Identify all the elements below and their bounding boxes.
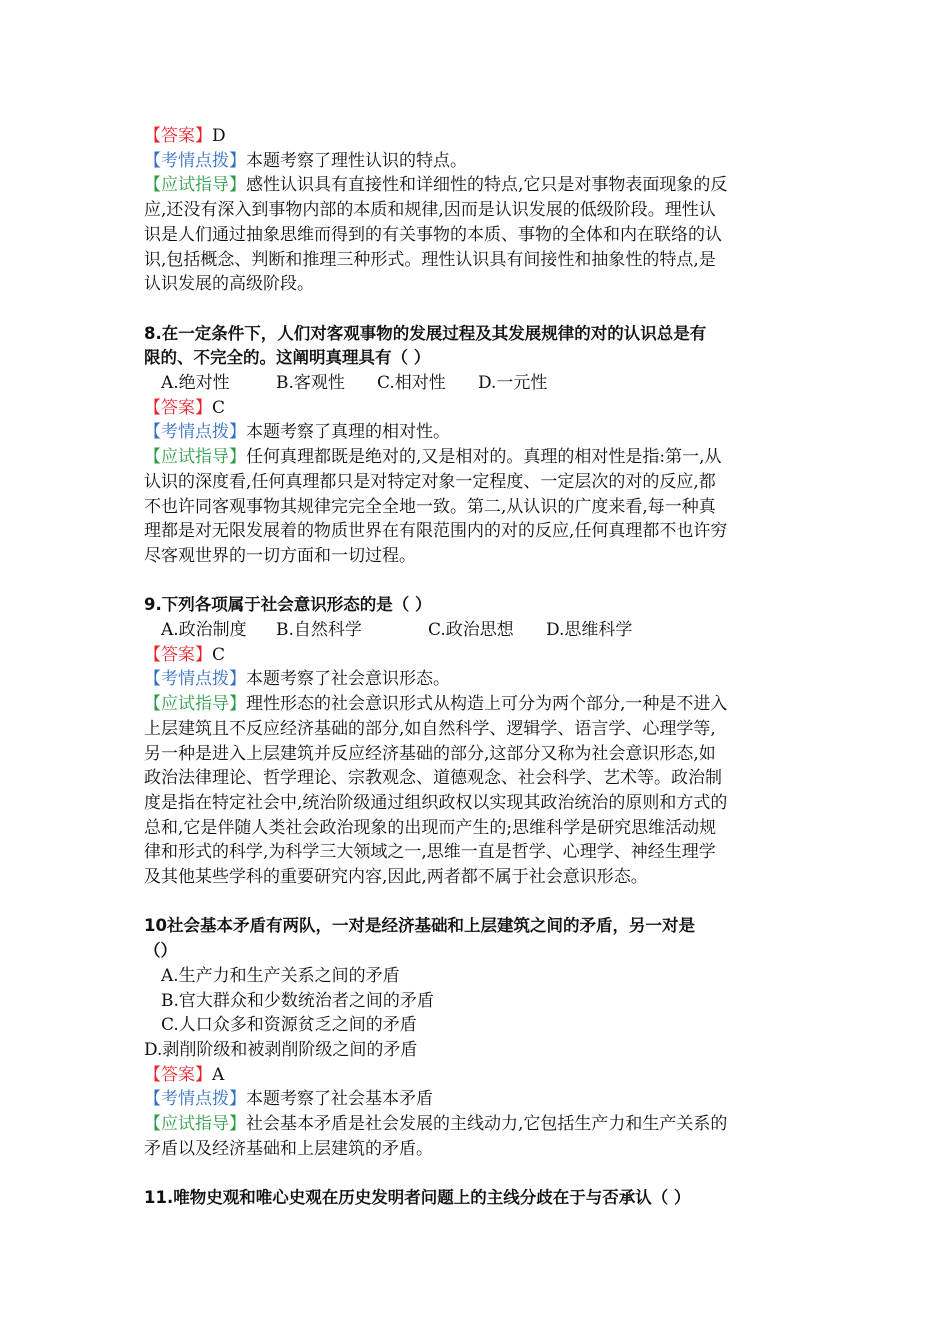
guide-line-q9-7: 及其他某些学科的重要研究内容,因此,两者都不属于社会意识形态。 xyxy=(144,867,648,888)
answer-value: D xyxy=(212,126,226,146)
question-q8-line-1: 限的、不完全的。这阐明真理具有（ ） xyxy=(144,348,431,368)
answer-tag: 【答案】 xyxy=(144,644,212,665)
point-text: 本题考察了社会意识形态。 xyxy=(246,669,450,690)
guide-line-q9-4: 度是指在特定社会中,统治阶级通过组织政权以实现其政治统治的原则和方式的 xyxy=(144,792,728,813)
guide-line-q9-0 xyxy=(144,692,809,717)
options-q8 xyxy=(144,371,809,396)
option-a: A.绝对性 xyxy=(161,373,230,394)
option-a: A.生产力和生产关系之间的矛盾 xyxy=(161,965,400,986)
point-line-q7 xyxy=(144,149,809,174)
guide-line-q9-2: 另一种是进入上层建筑并反应经济基础的部分,这部分又称为社会意识形态,如 xyxy=(144,743,716,764)
option-c: C.相对性 xyxy=(377,373,446,394)
guide-line-q8-1: 认识的深度看,任何真理都只是对特定对象一定程度、一定层次的对的反应,都 xyxy=(144,471,716,492)
guide-line-q8-4: 尽客观世界的一切方面和一切过程。 xyxy=(144,545,416,566)
option-b: B.自然科学 xyxy=(276,620,362,641)
point-text: 本题考察了社会基本矛盾 xyxy=(246,1089,433,1110)
guide-text: 社会基本矛盾是社会发展的主线动力,它包括生产力和生产关系的 xyxy=(246,1114,728,1135)
guide-line-q10-1: 矛盾以及经济基础和上层建筑的矛盾。 xyxy=(144,1138,433,1159)
answer-tag: 【答案】 xyxy=(144,126,212,146)
point-line-q10 xyxy=(144,1087,809,1112)
answer-line-q10 xyxy=(144,1063,809,1088)
option-c: C.政治思想 xyxy=(428,620,514,641)
guide-tag: 【应试指导】 xyxy=(144,1114,246,1135)
answer-line-q9 xyxy=(144,643,809,668)
question-q10-line-1: （） xyxy=(144,941,177,961)
spacer xyxy=(144,297,809,322)
guide-tag: 【应试指导】 xyxy=(144,694,246,715)
option-b: B.官大群众和少数统治者之间的矛盾 xyxy=(161,990,434,1011)
answer-tag: 【答案】 xyxy=(144,1064,212,1085)
option-b: B.客观性 xyxy=(276,373,345,394)
question-q11: 11.唯物史观和唯心史观在历史发明者问题上的主线分歧在于与否承认（ ） xyxy=(144,1188,691,1208)
guide-line-q9-5: 总和,它是伴随人类社会政治现象的出现而产生的;思维科学是研究思维活动规 xyxy=(144,817,717,838)
question-q9: 9.下列各项属于社会意识形态的是（ ） xyxy=(144,595,432,615)
point-text: 本题考察了理性认识的特点。 xyxy=(246,150,467,171)
guide-line-q9-1: 上层建筑且不反应经济基础的部分,如自然科学、逻辑学、语言学、心理学等, xyxy=(144,718,716,739)
option-a: A.政治制度 xyxy=(161,620,247,641)
guide-tag: 【应试指导】 xyxy=(144,175,246,196)
answer-line-q8 xyxy=(144,396,809,421)
option-c: C.人口众多和资源贫乏之间的矛盾 xyxy=(161,1015,417,1036)
spacer xyxy=(144,1161,809,1186)
guide-line-q7-4: 认识发展的高级阶段。 xyxy=(144,274,314,295)
answer-value: C xyxy=(212,644,226,665)
options-q9 xyxy=(144,618,809,643)
answer-value: A xyxy=(212,1064,225,1085)
guide-line-q8-2: 不也许同客观事物其规律完完全全地一致。第二,从认识的广度来看,每一种真 xyxy=(144,496,716,517)
option-d: D.一元性 xyxy=(478,373,548,394)
answer-tag: 【答案】 xyxy=(144,397,212,418)
guide-line-q8-3: 理都是对无限发展着的物质世界在有限范围内的对的反应,任何真理都不也许穷 xyxy=(144,521,728,542)
guide-text: 理性形态的社会意识形式从构造上可分为两个部分,一种是不进入 xyxy=(246,694,728,715)
option-d: D.剥削阶级和被剥削阶级之间的矛盾 xyxy=(144,1039,418,1060)
spacer xyxy=(144,569,809,594)
guide-line-q7-3: 识,包括概念、判断和推理三种形式。理性认识具有间接性和抽象性的特点,是 xyxy=(144,249,716,270)
guide-text: 感性认识具有直接性和详细性的特点,它只是对事物表面现象的反 xyxy=(246,175,728,196)
guide-line-q10-0 xyxy=(144,1112,809,1137)
answer-line-q7 xyxy=(144,124,809,149)
guide-line-q7-1: 应,还没有深入到事物内部的本质和规律,因而是认识发展的低级阶段。理性认 xyxy=(144,200,716,221)
guide-tag: 【应试指导】 xyxy=(144,447,246,468)
point-text: 本题考察了真理的相对性。 xyxy=(246,422,450,443)
guide-line-q7-0 xyxy=(144,173,809,198)
point-tag: 【考情点拨】 xyxy=(144,422,246,443)
question-q10-line-0: 10社会基本矛盾有两队，一对是经济基础和上层建筑之间的矛盾，另一对是 xyxy=(144,916,695,936)
answer-value: C xyxy=(212,397,226,418)
point-tag: 【考情点拨】 xyxy=(144,669,246,690)
question-q8-line-0: 8.在一定条件下，人们对客观事物的发展过程及其发展规律的对的认识总是有 xyxy=(144,323,707,343)
point-line-q9 xyxy=(144,667,809,692)
point-line-q8 xyxy=(144,420,809,445)
guide-text: 任何真理都既是绝对的,又是相对的。真理的相对性是指:第一,从 xyxy=(246,447,722,468)
point-tag: 【考情点拨】 xyxy=(144,150,246,171)
guide-line-q9-3: 政治法律理论、哲学理论、宗教观念、道德观念、社会科学、艺术等。政治制 xyxy=(144,768,722,789)
option-d: D.思维科学 xyxy=(546,620,633,641)
point-tag: 【考情点拨】 xyxy=(144,1089,246,1110)
guide-line-q9-6: 律和形式的科学,为科学三大领域之一,思维一直是哲学、心理学、神经生理学 xyxy=(144,842,716,863)
spacer xyxy=(144,890,809,915)
document-content xyxy=(144,124,809,1211)
guide-line-q7-2: 识是人们通过抽象思维而得到的有关事物的本质、事物的全体和内在联络的认 xyxy=(144,224,722,245)
guide-line-q8-0 xyxy=(144,445,809,470)
